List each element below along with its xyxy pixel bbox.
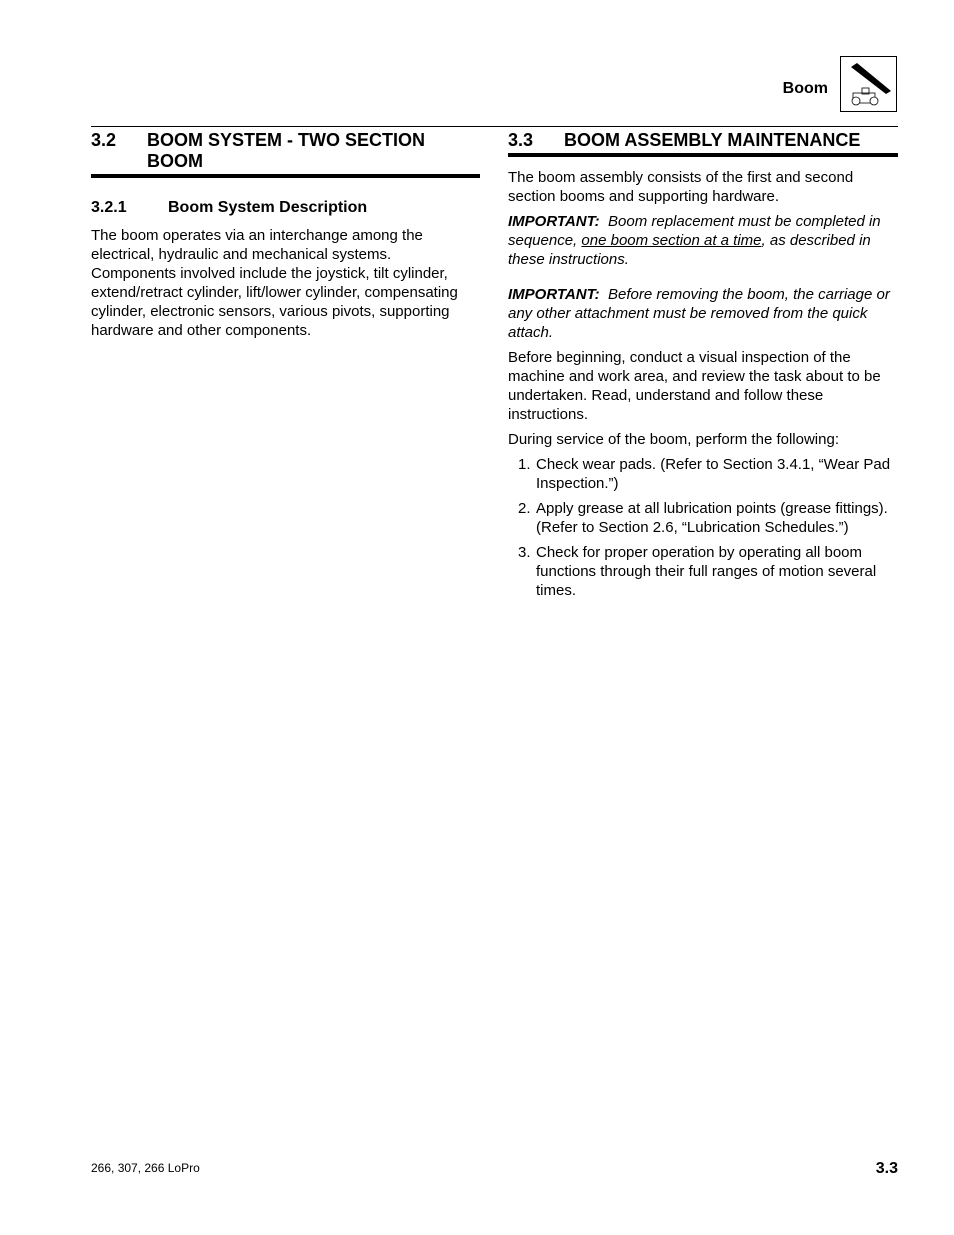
step-number: 1. — [518, 456, 531, 473]
header-rule — [91, 126, 898, 127]
footer-models: 266, 307, 266 LoPro — [91, 1161, 200, 1175]
inspection-paragraph: Before beginning, conduct a visual inspection of the machine and work area, and review the task about to be undertaken. Read, understand and follow these instructions. — [508, 349, 881, 423]
list-item — [508, 543, 898, 600]
important-label: IMPORTANT: — [508, 286, 600, 303]
section-heading-3-3 — [508, 130, 898, 157]
important-text: Before removing the boom, the carriage or any other attachment must be removed from the quick attach. — [508, 286, 890, 341]
important-label: IMPORTANT: — [508, 213, 600, 230]
step-number: 2. — [518, 500, 531, 517]
step-text: Check wear pads. (Refer to Section 3.4.1, “Wear Pad Inspection.”) — [536, 456, 891, 492]
page-number: 3.3 — [875, 1160, 898, 1177]
section-title: BOOM ASSEMBLY MAINTENANCE — [564, 130, 861, 150]
intro-paragraph: The boom assembly consists of the first and second section booms and supporting hardware. — [508, 169, 854, 205]
important-note-2 — [508, 285, 898, 342]
step-text: Apply grease at all lubrication points (grease fittings). (Refer to Section 2.6, “Lubrication Schedules.”) — [536, 500, 888, 536]
section-number: 3.3 — [508, 130, 534, 150]
section-heading-3-2 — [91, 130, 480, 178]
important-text-after: , as described in these instructions. — [508, 232, 871, 268]
important-underlined: one boom section at a time — [581, 232, 762, 249]
right-column — [508, 130, 898, 606]
step-number: 3. — [518, 544, 531, 561]
important-note-1 — [508, 212, 898, 269]
boom-system-description: The boom operates via an interchange among the electrical, hydraulic and mechanical systems. Components involved include the joystick, tilt cylinder, extend/retract cylinder, lift/lower cylinder, compensating cylinder, electronic sensors, various pivots, supporting hardware and other components. — [91, 227, 458, 339]
service-steps-list — [508, 455, 898, 600]
service-paragraph: During service of the boom, perform the following: — [508, 431, 839, 448]
subsection-heading-3-2-1 — [91, 198, 480, 218]
list-item — [508, 499, 898, 537]
important-text: Boom replacement must be completed in sequence, — [508, 213, 881, 249]
section-title: BOOM SYSTEM - TWO SECTION BOOM — [147, 130, 425, 171]
boom-machine-icon — [840, 56, 897, 112]
subsection-number: 3.2.1 — [91, 199, 127, 216]
step-text: Check for proper operation by operating all boom functions through their full ranges of motion several times. — [536, 544, 877, 599]
section-number: 3.2 — [91, 130, 117, 150]
left-column — [91, 130, 480, 340]
header-section-title: Boom — [782, 80, 828, 97]
subsection-title: Boom System Description — [168, 199, 368, 216]
list-item — [508, 455, 898, 493]
